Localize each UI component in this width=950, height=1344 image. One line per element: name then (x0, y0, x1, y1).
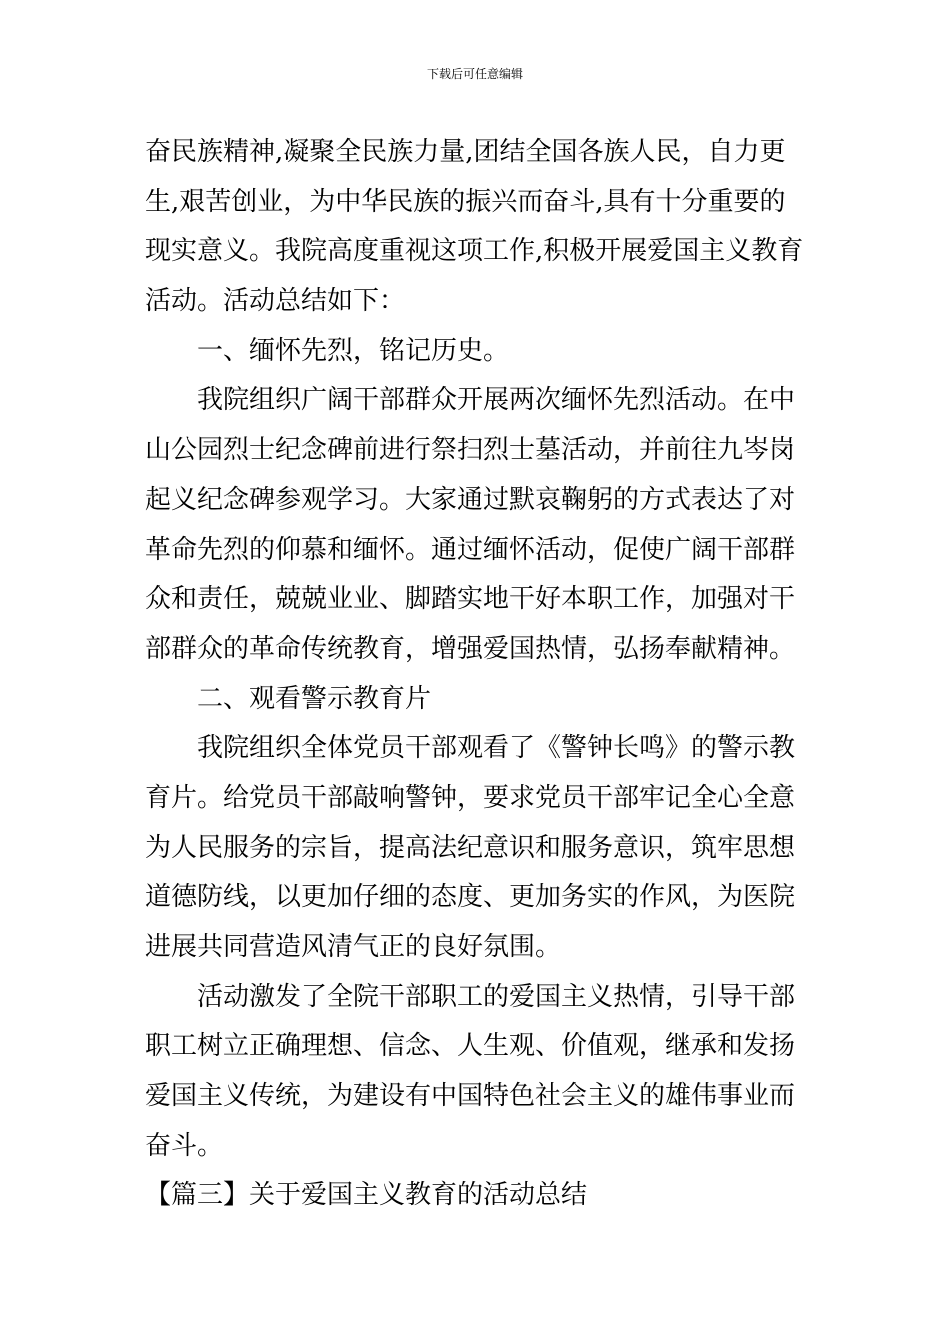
text-line: 众和责任，兢兢业业、脚踏实地干好本职工作，加强对干 (145, 584, 796, 615)
text-line: 进展共同营造风清气正的良好氛围。 (145, 932, 562, 962)
text-line: 活动激发了全院干部职工的爱国主义热情，引导干部 (197, 981, 796, 1012)
text-line: 部群众的革命传统教育，增强爱国热情，弘扬奉献精神。 (145, 633, 796, 664)
text-line: 我院组织广阔干部群众开展两次缅怀先烈活动。在中 (197, 385, 796, 416)
page-header: 下载后可任意编辑 (426, 67, 523, 81)
document-body (145, 128, 807, 1221)
text-line: 现实意义。我院高度重视这项工作,积极开展爱国主义教育 (145, 236, 804, 267)
text-line: 育片。给党员干部敲响警钟，要求党员干部牢记全心全意 (145, 782, 796, 813)
text-line: 起义纪念碑参观学习。大家通过默哀鞠躬的方式表达了对 (145, 484, 796, 515)
text-line: 生,艰苦创业，为中华民族的振兴而奋斗,具有十分重要的 (145, 186, 786, 217)
text-line: 奋民族精神,凝聚全民族力量,团结全国各族人民，自力更 (145, 137, 786, 167)
text-line: 活动。活动总结如下： (145, 286, 406, 317)
text-line: 道德防线，以更加仔细的态度、更加务实的作风，为医院 (145, 882, 796, 913)
text-line: 奋斗。 (145, 1130, 224, 1161)
text-line: 为人民服务的宗旨，提高法纪意识和服务意识，筑牢思想 (145, 832, 796, 863)
section-heading-1: 一、缅怀先烈，铭记历史。 (197, 335, 510, 366)
text-line: 山公园烈士纪念碑前进行祭扫烈士墓活动，并前往九岑岗 (145, 435, 796, 466)
section-heading-2: 二、观看警示教育片 (197, 683, 432, 714)
text-line: 我院组织全体党员干部观看了《警钟长鸣》的警示教 (197, 733, 796, 764)
text-line: 爱国主义传统，为建设有中国特色社会主义的雄伟事业而 (145, 1081, 796, 1112)
article-title: 【篇三】关于爱国主义教育的活动总结 (145, 1180, 588, 1211)
text-line: 革命先烈的仰慕和缅怀。通过缅怀活动，促使广阔干部群 (145, 534, 796, 565)
text-line: 职工树立正确理想、信念、人生观、价值观，继承和发扬 (145, 1031, 796, 1062)
